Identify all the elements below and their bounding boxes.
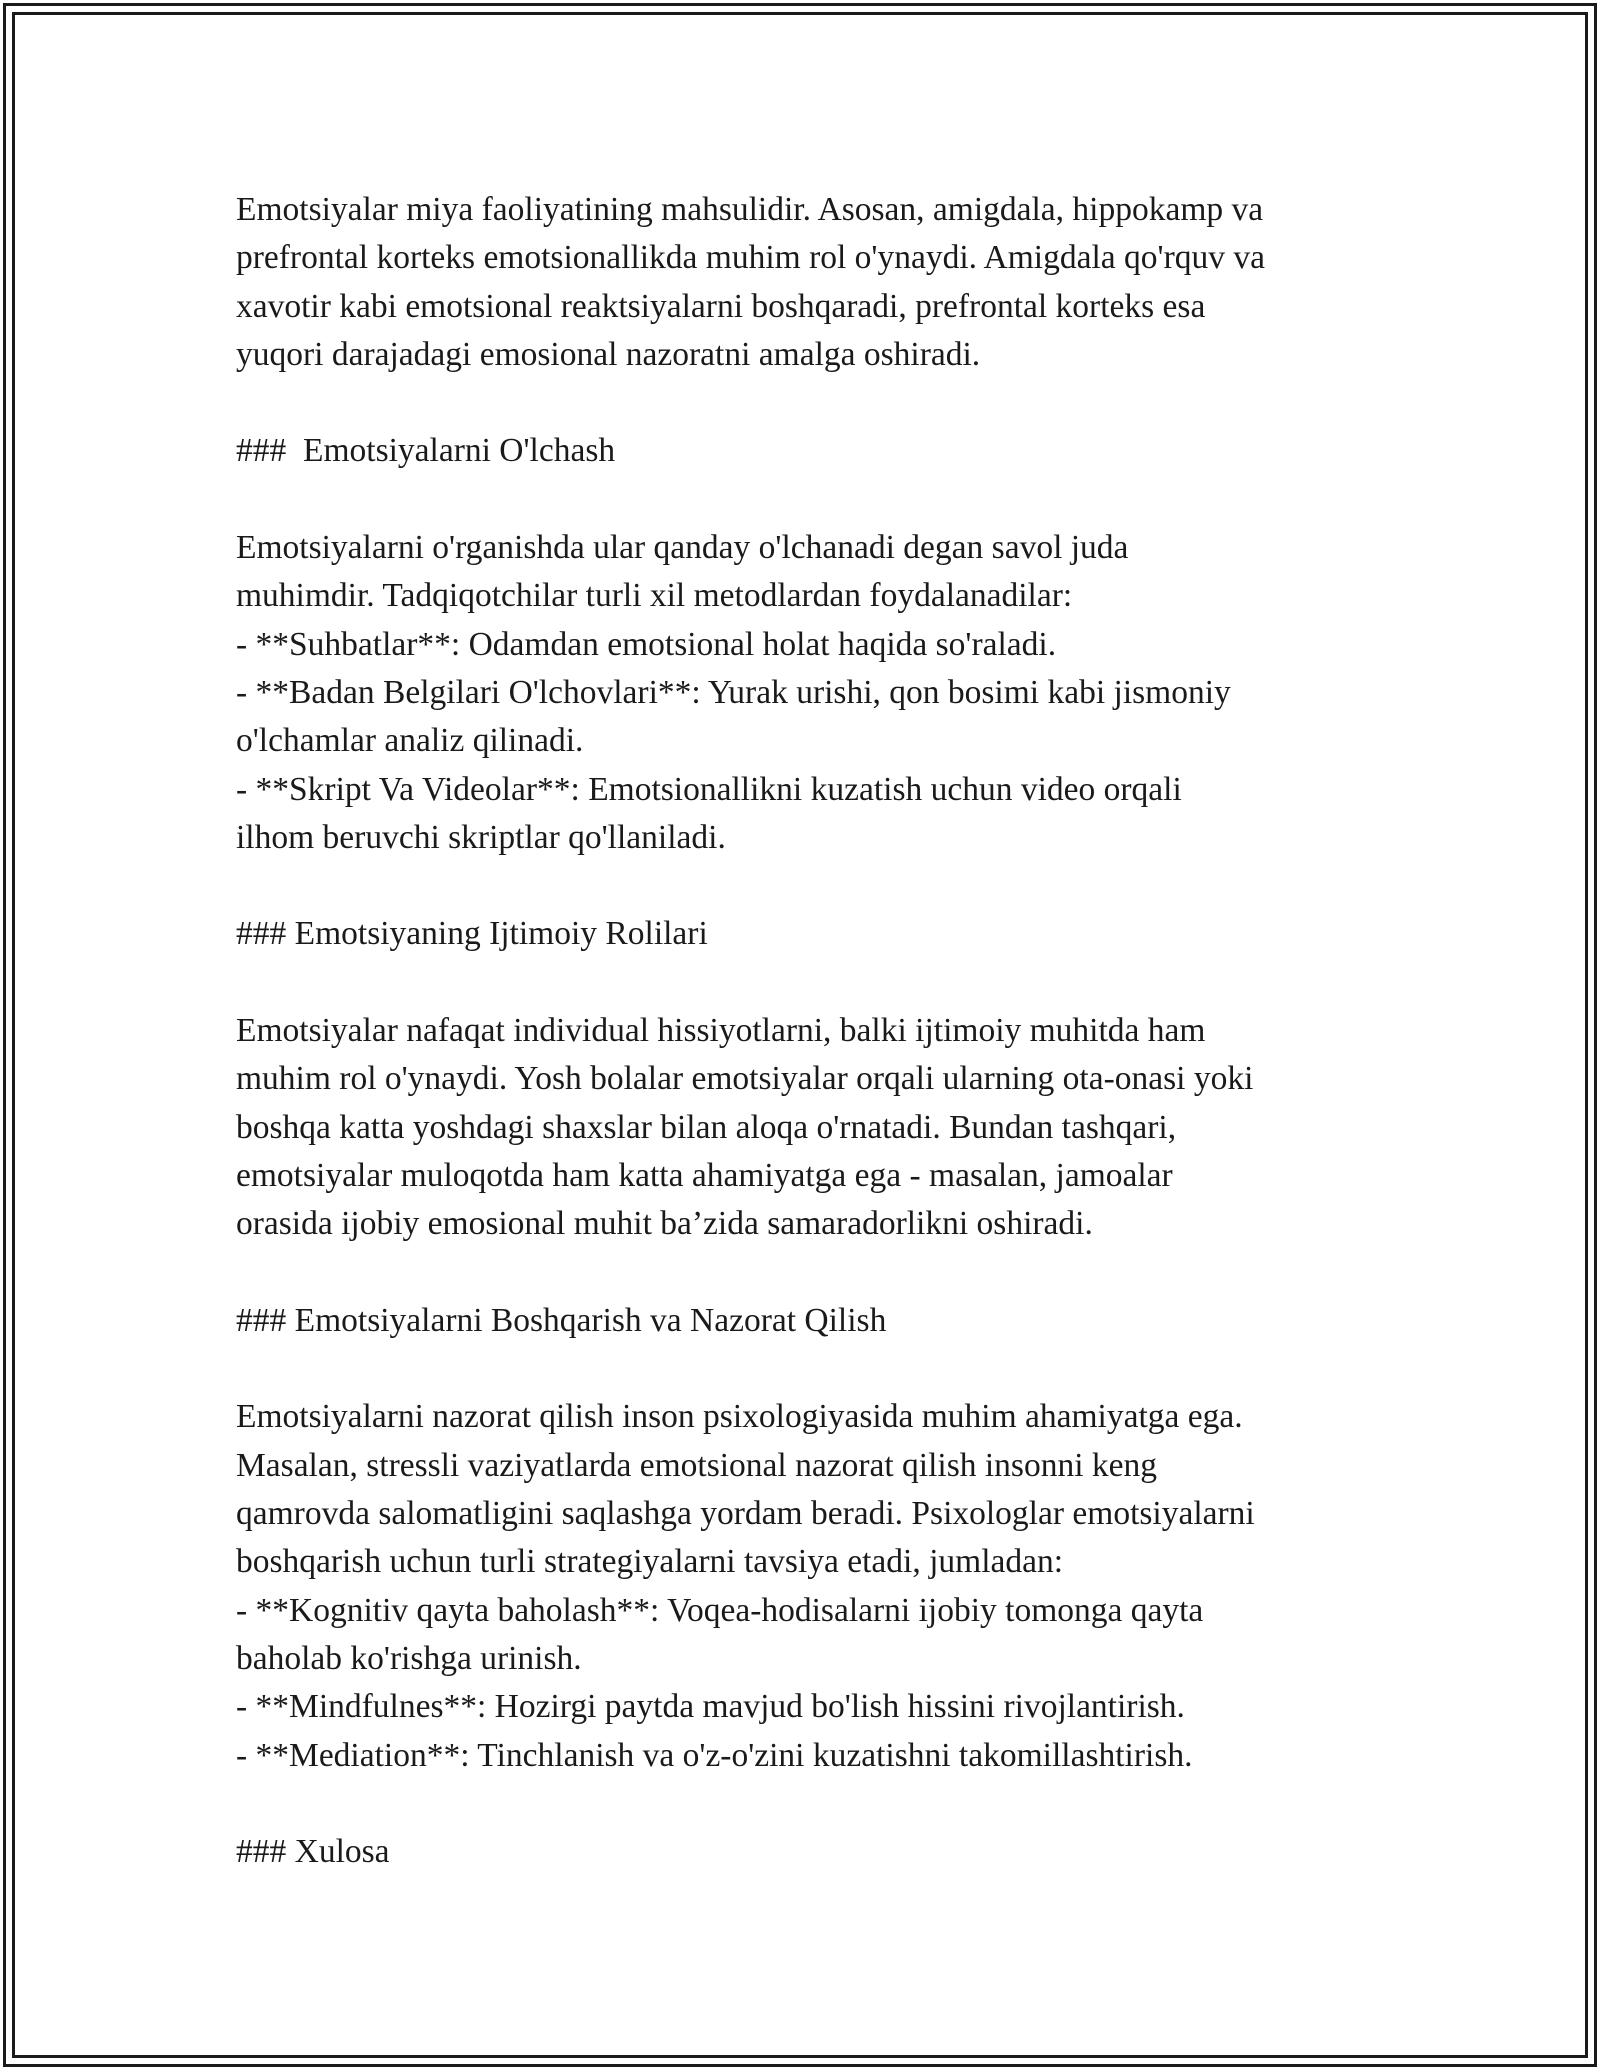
document-body xyxy=(236,186,1376,1876)
spacer xyxy=(236,1249,1376,1297)
paragraph-intro xyxy=(236,186,1376,379)
text-line: yuqori darajadagi emosional nazoratni amalga oshiradi. xyxy=(236,335,981,373)
paragraph-control xyxy=(236,1393,1376,1779)
text-line: Emotsiyalarni o'rganishda ular qanday o'lchanadi degan savol juda xyxy=(236,529,1129,567)
text-line: prefrontal korteks emotsionallikda muhim rol o'ynaydi. Amigdala qo'rquv va xyxy=(236,239,1265,277)
text-line: emotsiyalar muloqotda ham katta ahamiyatga ega - masalan, jamoalar xyxy=(236,1156,1173,1194)
text-line: xavotir kabi emotsional reaktsiyalarni boshqaradi, prefrontal korteks esa xyxy=(236,287,1206,325)
text-line: o'lchamlar analiz qilinadi. xyxy=(236,722,584,760)
text-line: Emotsiyalarni nazorat qilish inson psixologiyasida muhim ahamiyatga ega. xyxy=(236,1398,1243,1436)
list-item: - **Mediation**: Tinchlanish va o'z-o'zini kuzatishni takomillashtirish. xyxy=(236,1736,1193,1774)
text-line: baholab ko'rishga urinish. xyxy=(236,1639,582,1677)
spacer xyxy=(236,1780,1376,1828)
section-heading-social-roles: ### Emotsiyaning Ijtimoiy Rolilari xyxy=(236,915,708,953)
text-line: muhim rol o'ynaydi. Yosh bolalar emotsiyalar orqali ularning ota-onasi yoki xyxy=(236,1060,1254,1098)
spacer xyxy=(236,379,1376,427)
text-line: Emotsiyalar nafaqat individual hissiyotlarni, balki ijtimoiy muhitda ham xyxy=(236,1012,1206,1050)
list-item: - **Skript Va Videolar**: Emotsionallikni kuzatish uchun video orqali xyxy=(236,770,1182,808)
list-item: - **Badan Belgilari O'lchovlari**: Yurak urishi, qon bosimi kabi jismoniy xyxy=(236,673,1231,711)
section-heading-measuring: ### Emotsiyalarni O'lchash xyxy=(236,432,616,470)
list-item: - **Kognitiv qayta baholash**: Voqea-hodisalarni ijobiy tomonga qayta xyxy=(236,1591,1204,1629)
text-line: boshqarish uchun turli strategiyalarni tavsiya etadi, jumladan: xyxy=(236,1543,1064,1581)
spacer xyxy=(236,959,1376,1007)
section-heading-control: ### Emotsiyalarni Boshqarish va Nazorat Qilish xyxy=(236,1301,887,1339)
spacer xyxy=(236,476,1376,524)
text-line: Masalan, stressli vaziyatlarda emotsional nazorat qilish insonni keng xyxy=(236,1446,1158,1484)
text-line: Emotsiyalar miya faoliyatining mahsulidir. Asosan, amigdala, hippokamp va xyxy=(236,191,1264,228)
text-line: ilhom beruvchi skriptlar qo'llaniladi. xyxy=(236,818,726,856)
spacer xyxy=(236,862,1376,910)
list-item: - **Mindfulnes**: Hozirgi paytda mavjud bo'lish hissini rivojlantirish. xyxy=(236,1688,1185,1726)
list-item: - **Suhbatlar**: Odamdan emotsional holat haqida so'raladi. xyxy=(236,625,1057,663)
text-line: qamrovda salomatligini saqlashga yordam beradi. Psixologlar emotsiyalarni xyxy=(236,1495,1255,1533)
spacer xyxy=(236,1345,1376,1393)
paragraph-measuring xyxy=(236,524,1376,862)
text-line: boshqa katta yoshdagi shaxslar bilan aloqa o'rnatadi. Bundan tashqari, xyxy=(236,1108,1177,1146)
text-line: orasida ijobiy emosional muhit ba’zida samaradorlikni oshiradi. xyxy=(236,1205,1093,1243)
section-heading-conclusion: ### Xulosa xyxy=(236,1833,390,1871)
text-line: muhimdir. Tadqiqotchilar turli xil metodlardan foydalanadilar: xyxy=(236,577,1073,615)
paragraph-social-roles xyxy=(236,1007,1376,1248)
